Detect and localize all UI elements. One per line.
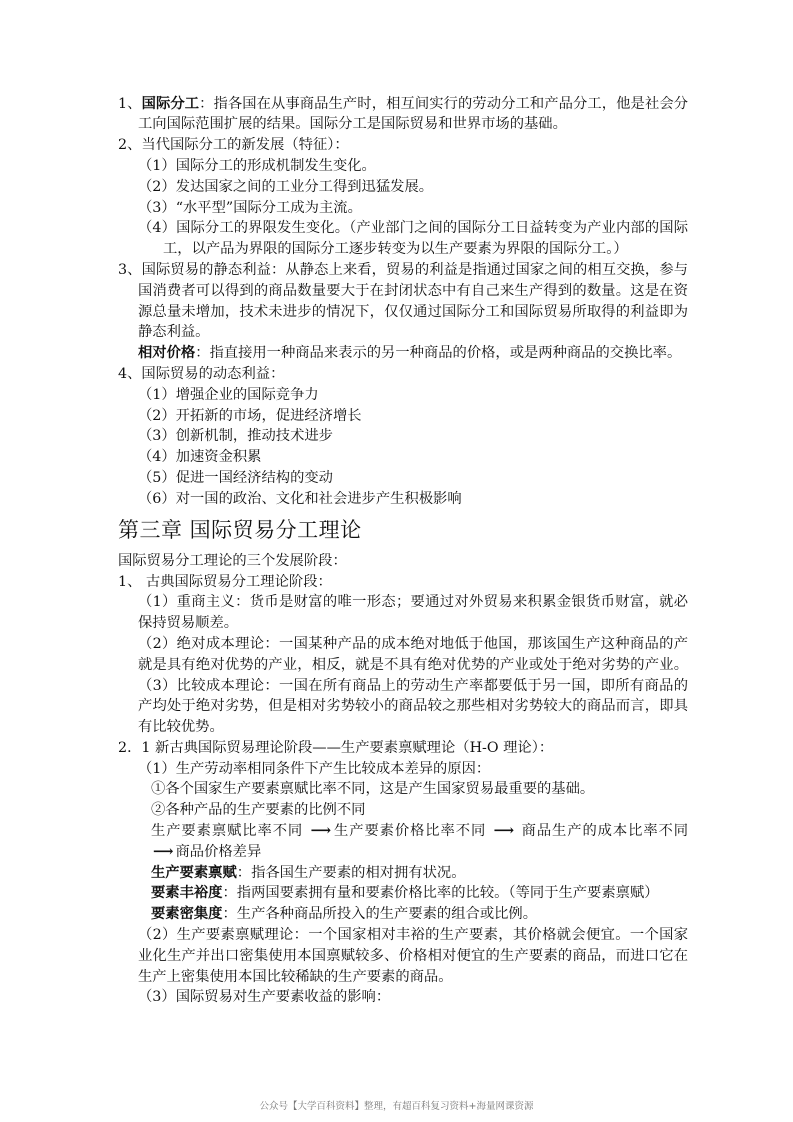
chain-step: 商品价格差异 <box>175 843 262 860</box>
chain-step: 生产要素禀赋比率不同 <box>151 823 304 840</box>
list-item: （5）促进一国经济结构的变动 <box>138 469 333 486</box>
reason-item: ①各个国家生产要素禀赋比率不同，这是产生国家贸易最重要的基础。 <box>151 781 595 798</box>
section-3-text: 国消费者可以得到的商品数量要大于在封闭状态中有自己来生产得到的数量。这是在资 <box>138 282 688 299</box>
term-bold: 相对价格 <box>138 345 196 362</box>
definition <box>118 904 688 925</box>
stage-1-title: 1、 古典国际贸易分工理论阶段： <box>118 573 332 590</box>
paragraph-line: （1）重商主义：货币是财富的唯一形态；要通过对外贸易来积累金银货币财富，就必 <box>138 594 688 611</box>
term-bold: 国际分工 <box>141 95 200 112</box>
chain-step: 生产要素价格比率不同 <box>333 823 487 840</box>
paragraph-line: 产均处于绝对劣势，但是相对劣势较小的商品较之那些相对劣势较大的商品而言，即具 <box>138 698 688 715</box>
list-item: （4）国际分工的界限发生变化。（产业部门之间的国际分工日益转变为产业内部的国际 <box>138 220 688 237</box>
stage-2-title: 2．1 新古典国际贸易理论阶段——生产要素禀赋理论（H-O 理论）： <box>118 739 554 756</box>
paragraph-line: 业化生产并出口密集使用本国禀赋较多、价格相对便宜的生产要素的商品，而进口它在 <box>138 947 688 964</box>
definition <box>118 863 688 884</box>
arrow-right-icon: ⟶ <box>493 823 515 840</box>
arrow-right-icon: ⟶ <box>153 843 174 860</box>
item-number: 1、 <box>118 95 142 112</box>
list-item: （4）加速资金积累 <box>138 449 262 466</box>
list-item: （3）“水平型”国际分工成为主流。 <box>138 199 362 216</box>
paragraph-line: 保持贸易顺差。 <box>138 615 239 632</box>
causal-chain <box>118 821 688 842</box>
definition-text: ：指各国在从事商品生产时，相互间实行的劳动分工和产品分工，他是社会分 <box>199 95 688 112</box>
list-item: （1）增强企业的国际竞争力 <box>138 386 319 403</box>
list-item: （1）国际分工的形成机制发生变化。 <box>138 157 376 174</box>
list-item: （2）开拓新的市场，促进经济增长 <box>138 407 362 424</box>
section-3-text: 3、国际贸易的静态利益：从静态上来看，贸易的利益是指通过国家之间的相互交换，参与 <box>118 261 688 278</box>
relative-price-definition <box>118 343 688 364</box>
definition-text: ：指各国生产要素的相对拥有状况。 <box>236 864 466 881</box>
paragraph-line: （3）国际贸易对生产要素收益的影响： <box>138 989 391 1006</box>
footer-watermark: 公众号【大学百科资料】整理，有超百科复习资料+海量网课资源 <box>259 1101 534 1112</box>
term-bold: 要素丰裕度 <box>151 885 223 902</box>
intro-text: 国际贸易分工理论的三个发展阶段： <box>118 552 347 569</box>
definition <box>118 883 688 904</box>
section-2-title: 2、当代国际分工的新发展（特征）： <box>118 137 349 154</box>
term-bold: 要素密集度 <box>151 906 223 923</box>
term-bold: 生产要素禀赋 <box>151 864 237 881</box>
paragraph-line: （3）比较成本理论：一国在所有商品上的劳动生产率都要低于另一国，即所有商品的 <box>138 677 688 694</box>
paragraph-line: （2）绝对成本理论：一国某种产品的成本绝对地低于他国，那该国生产这种商品的产 <box>138 635 688 652</box>
chain-step: 商品生产的成本比率不同 <box>521 823 688 840</box>
reason-item: ②各种产品的生产要素的比例不同 <box>151 802 366 819</box>
list-item: （3）创新机制，推动技术进步 <box>138 428 333 445</box>
list-item-continued: 工，以产品为界限的国际分工逐步转变为以生产要素为界限的国际分工。） <box>163 241 628 258</box>
paragraph-line: 生产上密集使用本国比较稀缺的生产要素的商品。 <box>138 968 453 985</box>
paragraph-line: （1）生产劳动率相同条件下产生比较成本差异的原因： <box>138 760 491 777</box>
definition-text: ：指直接用一种商品来表示的另一种商品的价格，或是两种商品的交换比率。 <box>195 345 682 362</box>
section-3-text: 静态利益。 <box>138 324 210 341</box>
chapter-heading: 第三章 国际贸易分工理论 <box>118 517 362 542</box>
list-item: （6）对一国的政治、文化和社会进步产生积极影响 <box>138 490 462 507</box>
paragraph-line: 有比较优势。 <box>138 719 224 736</box>
section-3-text: 源总量未增加，技术未进步的情况下，仅仅通过国际分工和国际贸易所取得的利益即为 <box>138 303 688 320</box>
paragraph-line: 就是具有绝对优势的产业，相反，就是不具有绝对优势的产业或处于绝对劣势的产业。 <box>138 656 688 673</box>
causal-chain-continued <box>118 842 688 863</box>
definition-text: ：生产各种商品所投入的生产要素的组合或比例。 <box>222 906 538 923</box>
definition-text: 工向国际范围扩展的结果。国际分工是国际贸易和世界市场的基础。 <box>138 116 567 133</box>
paragraph-line: （2）生产要素禀赋理论：一个国家相对丰裕的生产要素，其价格就会便宜。一个国家 <box>138 927 688 944</box>
arrow-right-icon: ⟶ <box>310 823 332 840</box>
list-item: （2）发达国家之间的工业分工得到迅猛发展。 <box>138 178 434 195</box>
definition-text: ：指两国要素拥有量和要素价格比率的比较。（等同于生产要素禀赋） <box>222 885 659 902</box>
section-4-title: 4、国际贸易的动态利益： <box>118 365 285 382</box>
section-1-line <box>118 94 688 115</box>
document-page <box>118 94 688 1009</box>
